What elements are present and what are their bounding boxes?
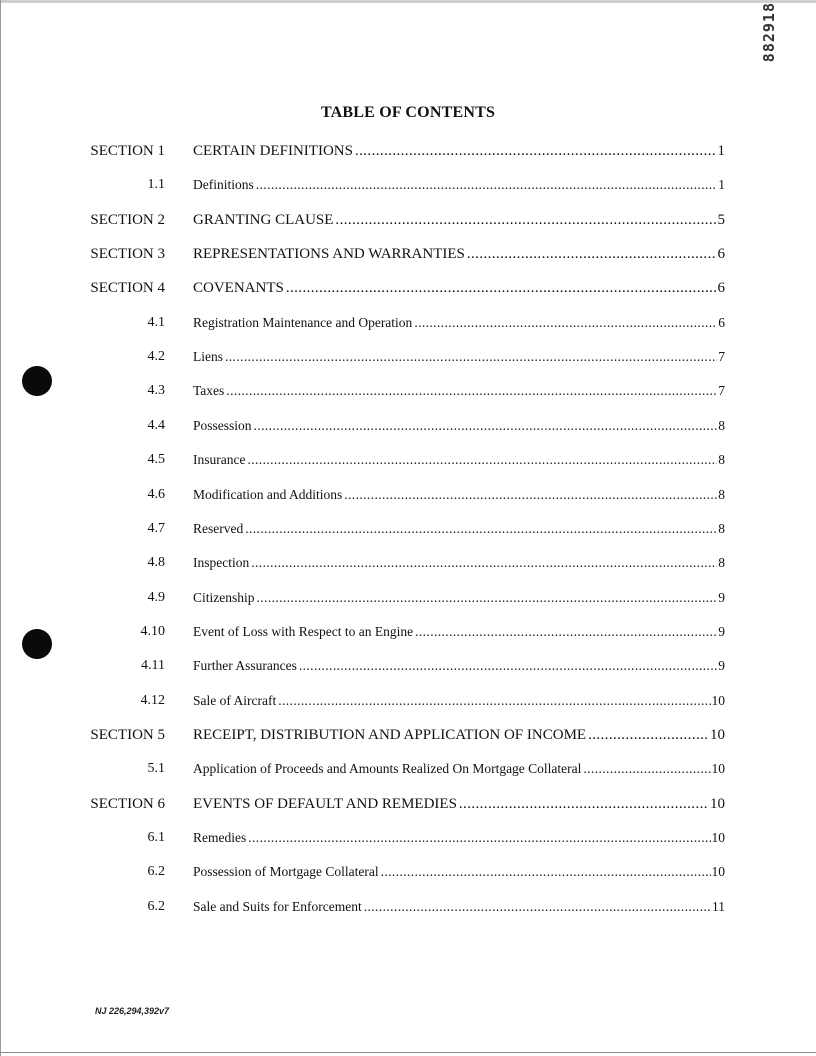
bottom-edge-rule (0, 1052, 816, 1053)
toc-label: Definitions (193, 177, 254, 192)
toc-subsection-row (0, 177, 816, 199)
toc-label: Liens (193, 349, 223, 364)
toc-subsection-row (0, 315, 816, 337)
toc-label: Further Assurances (193, 658, 297, 673)
toc-entry (193, 761, 725, 777)
toc-label: Reserved (193, 521, 244, 536)
toc-entry (193, 315, 725, 331)
toc-number: 4.9 (147, 590, 165, 605)
toc-page-number: 6 (718, 315, 725, 330)
toc-entry (193, 899, 725, 915)
toc-number: 5.1 (147, 761, 165, 776)
toc-page-number: 11 (712, 899, 725, 914)
toc-label: Sale of Aircraft (193, 693, 277, 708)
toc-leader-dots (588, 727, 709, 744)
toc-number: 4.2 (147, 349, 165, 364)
toc-leader-dots (257, 590, 718, 606)
toc-page-number: 7 (718, 383, 725, 398)
toc-label: GRANTING CLAUSE (193, 212, 334, 228)
toc-page-number: 10 (711, 693, 725, 708)
toc-page-number: 8 (718, 521, 725, 536)
toc-leader-dots (364, 899, 711, 915)
toc-subsection-row (0, 830, 816, 852)
toc-number: 4.10 (140, 624, 165, 639)
toc-leader-dots (299, 658, 717, 674)
toc-entry (193, 658, 725, 674)
toc-subsection-row (0, 658, 816, 680)
toc-page-number: 6 (717, 246, 725, 262)
toc-page-number: 8 (718, 418, 725, 433)
toc-subsection-row (0, 452, 816, 474)
toc-leader-dots (467, 246, 717, 263)
toc-entry (193, 280, 725, 297)
toc-label: Insurance (193, 452, 246, 467)
toc-leader-dots (251, 555, 717, 571)
toc-label: RECEIPT, DISTRIBUTION AND APPLICATION OF INCOME (193, 727, 587, 743)
toc-leader-dots (254, 418, 718, 434)
toc-label: Event of Loss with Respect to an Engine (193, 624, 414, 639)
toc-section-row (0, 246, 816, 268)
toc-page-number: 5 (717, 212, 725, 228)
toc-leader-dots (459, 796, 709, 813)
toc-leader-dots (355, 143, 717, 160)
toc-number: 4.12 (140, 693, 165, 708)
toc-label: Application of Proceeds and Amounts Realized On Mortgage Collateral (193, 761, 582, 776)
toc-leader-dots (226, 383, 717, 399)
toc-number: SECTION 2 (90, 212, 165, 228)
toc-subsection-row (0, 487, 816, 509)
toc-label: CERTAIN DEFINITIONS (193, 143, 353, 159)
toc-leader-dots (248, 830, 710, 846)
toc-number: SECTION 4 (90, 280, 165, 296)
toc-entry (193, 555, 725, 571)
toc-number: 6.2 (147, 899, 165, 914)
toc-subsection-row (0, 555, 816, 577)
toc-entry (193, 452, 725, 468)
toc-page-number: 10 (710, 796, 725, 812)
toc-number: 4.5 (147, 452, 165, 467)
toc-number: SECTION 5 (90, 727, 165, 743)
toc-entry (193, 418, 725, 434)
toc-page-number: 8 (718, 452, 725, 467)
toc-label: Registration Maintenance and Operation (193, 315, 413, 330)
toc-page-number: 10 (711, 864, 725, 879)
toc-entry (193, 383, 725, 399)
toc-leader-dots (414, 315, 717, 331)
toc-label: Possession (193, 418, 252, 433)
toc-page-number: 9 (718, 624, 725, 639)
toc-label: Modification and Additions (193, 487, 343, 502)
toc-section-row (0, 212, 816, 234)
toc-leader-dots (225, 349, 717, 365)
toc-subsection-row (0, 349, 816, 371)
toc-label: Citizenship (193, 590, 255, 605)
toc-leader-dots (245, 521, 717, 537)
toc-label: Inspection (193, 555, 250, 570)
toc-leader-dots (247, 452, 717, 468)
toc-subsection-row (0, 761, 816, 783)
toc-page-number: 9 (718, 658, 725, 673)
toc-subsection-row (0, 521, 816, 543)
toc-number: SECTION 6 (90, 796, 165, 812)
page-title: TABLE OF CONTENTS (320, 104, 496, 121)
toc-label: Taxes (193, 383, 225, 398)
toc-entry (193, 864, 725, 880)
toc-leader-dots (583, 761, 710, 777)
toc-label: Sale and Suits for Enforcement (193, 899, 362, 914)
toc-subsection-row (0, 899, 816, 921)
toc-entry (193, 487, 725, 503)
toc-entry (193, 727, 725, 744)
toc-subsection-row (0, 418, 816, 440)
bates-stamp: 882918 (760, 2, 778, 63)
toc-page-number: 1 (718, 177, 725, 192)
toc-page-number: 8 (718, 555, 725, 570)
toc-number: 6.1 (147, 830, 165, 845)
toc-number: 4.8 (147, 555, 165, 570)
toc-number: 4.11 (141, 658, 165, 673)
toc-number: 4.1 (147, 315, 165, 330)
toc-subsection-row (0, 864, 816, 886)
toc-subsection-row (0, 383, 816, 405)
toc-entry (193, 693, 725, 709)
toc-entry (193, 212, 725, 229)
toc-page-number: 10 (711, 761, 725, 776)
toc-leader-dots (381, 864, 711, 880)
toc-page-number: 8 (718, 487, 725, 502)
toc-entry (193, 246, 725, 263)
toc-page-number: 1 (717, 143, 725, 159)
toc-number: SECTION 1 (90, 143, 165, 159)
toc-label: Remedies (193, 830, 247, 845)
document-id: NJ 226,294,392v7 (95, 1006, 170, 1016)
punch-hole (22, 366, 52, 396)
toc-section-row (0, 143, 816, 165)
toc-leader-dots (344, 487, 717, 503)
toc-number: 1.1 (147, 177, 165, 192)
punch-hole (22, 629, 52, 659)
toc-leader-dots (256, 177, 718, 193)
toc-leader-dots (278, 693, 710, 709)
toc-entry (193, 624, 725, 640)
toc-page-number: 9 (718, 590, 725, 605)
toc-section-row (0, 727, 816, 749)
toc-number: 4.7 (147, 521, 165, 536)
toc-entry (193, 521, 725, 537)
toc-label: REPRESENTATIONS AND WARRANTIES (193, 246, 465, 262)
toc-subsection-row (0, 693, 816, 715)
toc-leader-dots (335, 212, 716, 229)
toc-section-row (0, 796, 816, 818)
toc-label: Possession of Mortgage Collateral (193, 864, 379, 879)
toc-label: EVENTS OF DEFAULT AND REMEDIES (193, 796, 457, 812)
toc-entry (193, 177, 725, 193)
toc-number: 4.3 (147, 383, 165, 398)
toc-number: 4.6 (147, 487, 165, 502)
toc-page-number: 6 (717, 280, 725, 296)
toc-leader-dots (415, 624, 717, 640)
toc-entry (193, 830, 725, 846)
toc-entry (193, 349, 725, 365)
toc-label: COVENANTS (193, 280, 284, 296)
toc-entry (193, 796, 725, 813)
toc-number: 6.2 (147, 864, 165, 879)
toc-leader-dots (286, 280, 717, 297)
toc-page-number: 10 (711, 830, 725, 845)
toc-entry (193, 590, 725, 606)
toc-number: 4.4 (147, 418, 165, 433)
toc-subsection-row (0, 624, 816, 646)
top-edge-rule (0, 0, 816, 3)
toc-subsection-row (0, 590, 816, 612)
toc-number: SECTION 3 (90, 246, 165, 262)
toc-entry (193, 143, 725, 160)
toc-page-number: 7 (718, 349, 725, 364)
toc-page-number: 10 (710, 727, 725, 743)
toc-section-row (0, 280, 816, 302)
